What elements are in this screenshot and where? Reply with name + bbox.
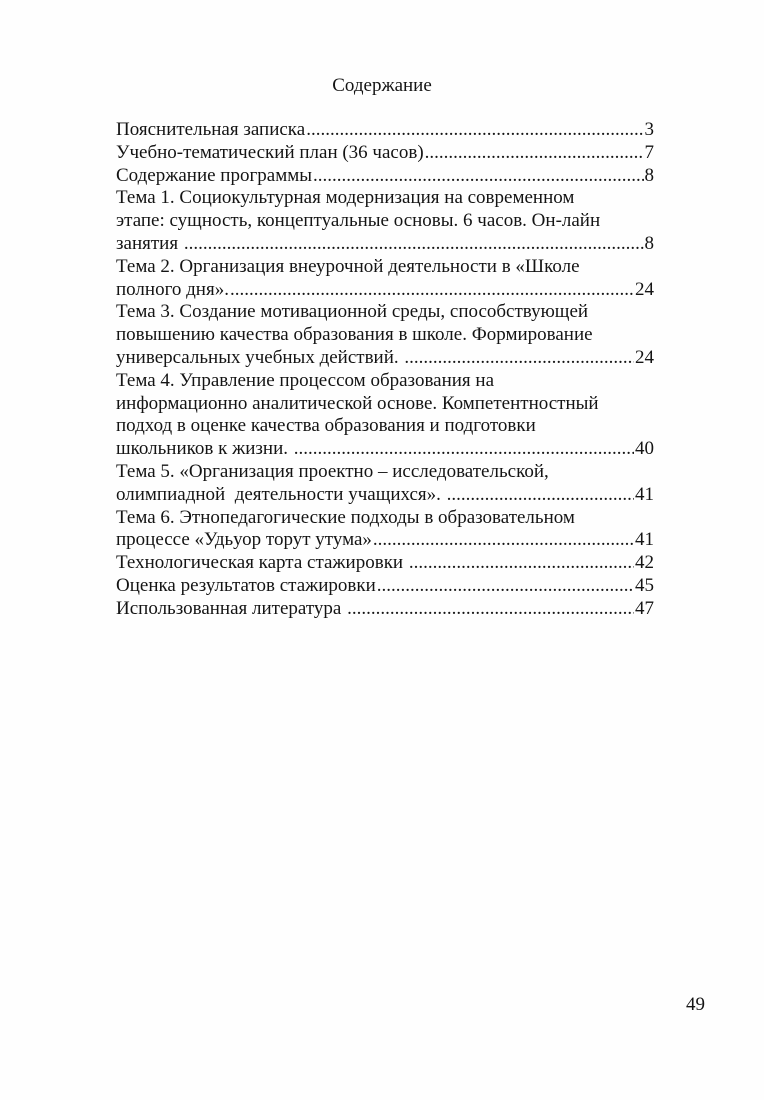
- toc-entry-page-number: 8: [644, 232, 654, 254]
- dot-leader: [306, 119, 643, 142]
- dot-leader: [425, 142, 644, 165]
- dot-leader: [373, 529, 634, 552]
- toc-entry-text-line: занятия: [116, 232, 183, 254]
- toc-entry-last-line: [116, 119, 654, 142]
- toc-entry-page-number: 24: [635, 346, 654, 368]
- toc-entry[interactable]: [116, 507, 654, 553]
- toc-title: Содержание: [332, 75, 432, 96]
- dot-leader: [409, 552, 634, 575]
- toc-entry[interactable]: [116, 187, 654, 255]
- dot-leader: [404, 347, 634, 370]
- toc-entry-text-line: Технологическая карта стажировки: [116, 552, 408, 574]
- toc-entry-page-number: 47: [635, 597, 654, 619]
- dot-leader: [230, 279, 634, 302]
- toc-entry-text-line: Тема 3. Создание мотивационной среды, способствующей: [116, 301, 589, 323]
- page-number: 49: [686, 994, 705, 1015]
- toc-entry-last-line: [116, 575, 654, 598]
- toc-entry[interactable]: [116, 301, 654, 369]
- toc-entry-page-number: 40: [635, 438, 654, 460]
- toc-entry-last-line: [116, 142, 654, 165]
- toc-entry-text-line: Пояснительная записка: [116, 119, 306, 140]
- toc-entry-last-line: [116, 529, 654, 552]
- dot-leader: [184, 233, 644, 256]
- toc-entry-page-number: 8: [644, 164, 654, 186]
- toc-entry-text-line: этапе: сущность, концептуальные основы. 6 часов. Он-лайн: [116, 210, 601, 232]
- toc-entry-page-number: 7: [644, 141, 654, 163]
- toc-entry-text-line: Использованная литература: [116, 597, 347, 619]
- toc-entry-text-line: олимпиадной деятельности учащихся».: [116, 483, 446, 505]
- toc-entry-page-number: 41: [635, 483, 654, 505]
- toc-entry-text-line: Тема 6. Этнопедагогические подходы в образовательном: [116, 506, 575, 528]
- toc-entry[interactable]: [116, 598, 654, 621]
- toc-entry-page-number: 42: [635, 552, 654, 574]
- toc-entry-last-line: [116, 233, 654, 256]
- toc-entry-last-line: [116, 279, 654, 302]
- toc-entry-text-line: Оценка результатов стажировки: [116, 574, 376, 596]
- toc-entry-text-line: Учебно-тематический план (36 часов): [116, 141, 424, 163]
- toc-entry[interactable]: [116, 165, 654, 188]
- toc-entry-text-line: Тема 5. «Организация проектно – исследовательской,: [116, 460, 549, 482]
- toc-entry-page-number: 41: [635, 529, 654, 551]
- toc-entry-text-line: повышению качества образования в школе. Формирование: [116, 324, 593, 346]
- toc-entry[interactable]: [116, 575, 654, 598]
- toc-entry[interactable]: [116, 370, 654, 461]
- toc-entry-text-line: подход в оценке качества образования и подготовки: [116, 415, 536, 437]
- toc-entry-text-line: полного дня».: [116, 278, 229, 300]
- toc-entry-last-line: [116, 438, 654, 461]
- toc-entry-last-line: [116, 598, 654, 621]
- table-of-contents: [116, 119, 654, 621]
- toc-entry-page-number: 3: [644, 119, 654, 140]
- toc-entry-last-line: [116, 347, 654, 370]
- toc-entry-text-line: Тема 2. Организация внеурочной деятельности в «Школе: [116, 255, 580, 277]
- toc-entry-text-line: школьников к жизни.: [116, 438, 293, 460]
- toc-entry-text-line: универсальных учебных действий.: [116, 346, 404, 368]
- dot-leader: [294, 438, 634, 461]
- toc-entry-last-line: [116, 552, 654, 575]
- dot-leader: [347, 598, 634, 621]
- toc-entry-last-line: [116, 484, 654, 507]
- toc-entry-text-line: Содержание программы: [116, 164, 313, 186]
- dot-leader: [447, 484, 634, 507]
- toc-entry-page-number: 45: [635, 574, 654, 596]
- toc-entry[interactable]: [116, 119, 654, 142]
- dot-leader: [377, 575, 634, 598]
- toc-entry[interactable]: [116, 256, 654, 302]
- toc-entry-text-line: информационно аналитической основе. Компетентностный: [116, 392, 599, 414]
- toc-entry-text-line: процессе «Удьуор торут утума»: [116, 529, 372, 551]
- toc-entry[interactable]: [116, 142, 654, 165]
- dot-leader: [313, 165, 643, 188]
- toc-entry[interactable]: [116, 552, 654, 575]
- toc-entry[interactable]: [116, 461, 654, 507]
- toc-entry-page-number: 24: [635, 278, 654, 300]
- toc-entry-last-line: [116, 165, 654, 188]
- toc-entry-text-line: Тема 4. Управление процессом образования на: [116, 369, 495, 391]
- toc-entry-text-line: Тема 1. Социокультурная модернизация на современном: [116, 187, 575, 209]
